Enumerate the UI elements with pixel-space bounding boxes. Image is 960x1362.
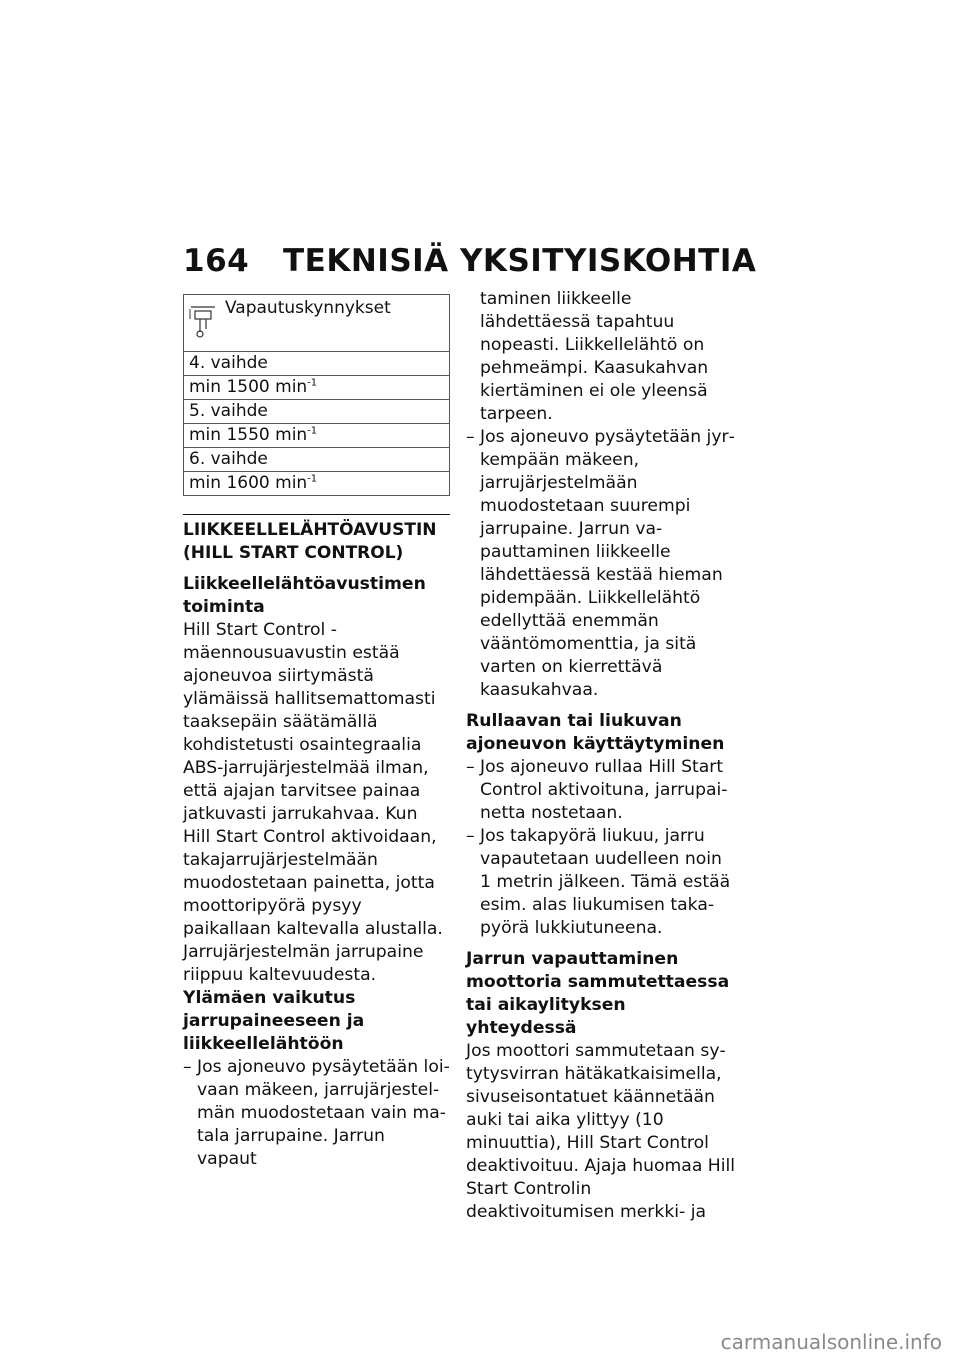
spec-row: 4. vaihde [184, 352, 450, 376]
right-column [466, 288, 736, 1224]
release-text: Jos moottori sammutetaan sytytysvirran hätäkatkaisimella, sivuseisontatuet käännetään auki tai aika ylittyy (10 minuuttia), Hill Start Control deaktivoituu. Ajaja huomaa Hill Start Controlin deaktivoitumisen merkki- ja [466, 1041, 736, 1222]
continuation-text: taminen liikkeelle lähdettäessä tapahtuu nopeasti. Liikkellelähtö on pehmeämpi. Kaasukahvan kiertäminen ei ole yleensä tarpeen. [480, 289, 709, 424]
dependency-text: Jarrujärjestelmän jarrupaine riippuu kaltevuudesta. [183, 942, 424, 985]
rolling-list [466, 756, 736, 940]
list-item: – Jos ajoneuvo rullaa Hill Start Control aktivoituna, jarrupainetta nostetaan. [466, 756, 736, 825]
spec-row: min 1500 $\min^{-1}$ [184, 376, 450, 400]
function-heading: Liikkeellelähtöavustimen toiminta [183, 574, 426, 617]
list-item: – Jos ajoneuvo pysäytetään loivaan mäkeen, jarrujärjestelmän muodostetaan vain matala jarrupaine. Jarrun vapaut [183, 1056, 450, 1171]
slope-list [183, 1056, 450, 1171]
spec-row: min 1550 $\min^{-1}$ [184, 424, 450, 448]
slope-heading: Ylämäen vaikutus jarrupaineeseen ja liikkeellelähtöön [183, 988, 365, 1054]
slope-list-continued [466, 288, 736, 702]
spec-table-header [184, 295, 450, 352]
spec-table [183, 294, 450, 496]
spec-row: 6. vaihde [184, 448, 450, 472]
spec-row: min 1600 $\min^{-1}$ [184, 472, 450, 496]
list-item-continuation [466, 288, 736, 426]
rolling-heading: Rullaavan tai liukuvan ajoneuvon käyttäytyminen [466, 711, 725, 754]
section-title: LIIKKEELLELÄHTÖAVUSTIN (HILL START CONTROL) [183, 514, 450, 565]
spec-row: 5. vaihde [184, 400, 450, 424]
spec-table-title: Vapautuskynnykset [225, 298, 391, 318]
page-number: 164 [183, 243, 250, 279]
release-heading: Jarrun vapauttaminen moottoria sammutettaessa tai aikaylityksen yhteydessä [466, 949, 730, 1038]
watermark: carmanualsonline.info [720, 1330, 942, 1354]
page-title: TEKNISIÄ YKSITYISKOHTIA [283, 243, 757, 279]
function-text: Hill Start Control -mäennousuavustin estää ajoneuvoa siirtymästä ylämäissä hallitsemattomasti taaksepäin säätämällä kohdistetusti osaintegraalia ABS-jarrujärjestelmää ilman, että ajajan tarvitsee painaa jatkuvasti jarrukahvaa. Kun Hill Start Control aktivoidaan, takajarrujärjestelmään muodostetaan painetta, jotta moottoripyörä pysyy paikallaan kaltevalla alustalla. [183, 620, 443, 939]
brake-pad-icon [189, 305, 217, 339]
list-item: – Jos takapyörä liukuu, jarru vapautetaan uudelleen noin 1 metrin jälkeen. Tämä estää esim. alas liukumisen takapyörä lukkiutuneena. [466, 825, 736, 940]
list-item: – Jos ajoneuvo pysäytetään jyrkempään mäkeen, jarrujärjestelmään muodostetaan suurempi jarrupaine. Jarrun vapauttaminen liikkeelle lähdettäessä kestää hieman pidempään. Liikkellelähtö edellyttää enemmän vääntömomenttia, ja sitä varten on kierrettävä kaasukahvaa. [466, 426, 736, 702]
left-column [183, 294, 450, 1171]
page-header [183, 243, 756, 279]
